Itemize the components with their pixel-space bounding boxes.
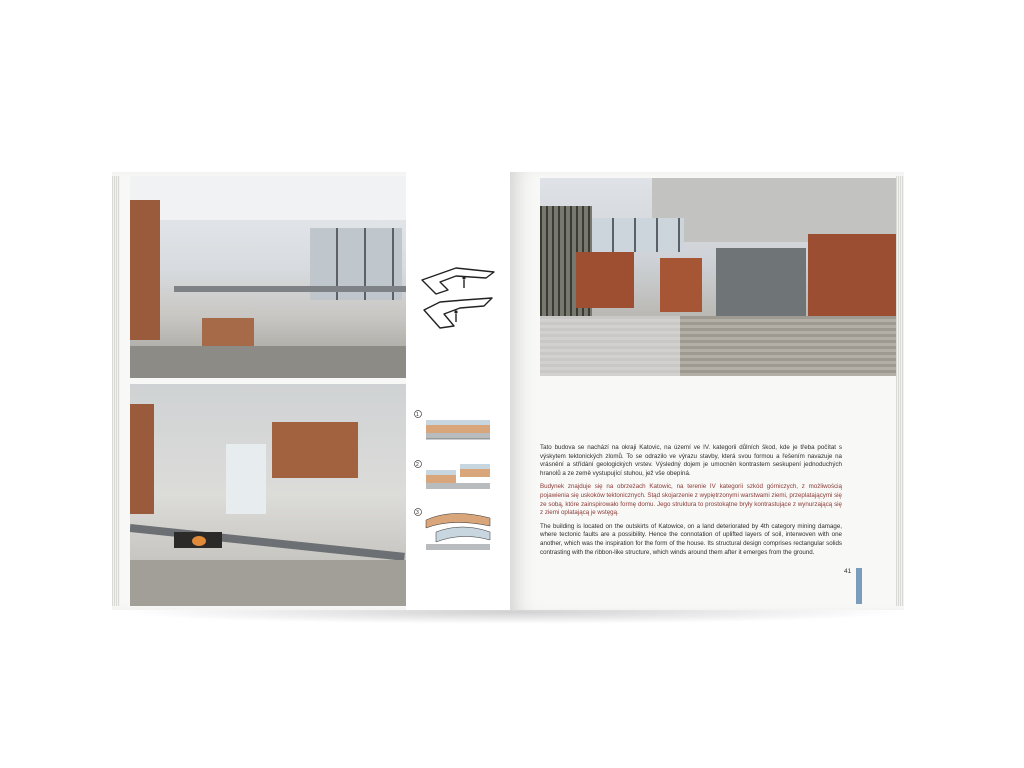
diagram-strip — [406, 172, 510, 610]
diagram-label-1: 1 — [416, 412, 419, 418]
wood-wall — [130, 200, 160, 340]
fire-flame — [192, 536, 206, 546]
wood-panel — [272, 422, 358, 478]
corten-volume — [576, 252, 634, 308]
paragraph-english: The building is located on the outskirts of Katowice, on a land deteriorated by 4th category mining damage, where tectonic faults are a possibility. Hence the connotation of uplifted layers of soil, interwoven with one another, which was the inspiration for the form of the house. Its structural design comprises rectangular solids contrasting with the ribbon-like structure, which winds around them after it emerges from the ground. — [540, 522, 842, 556]
description-text — [540, 444, 842, 562]
snow-patch — [540, 316, 680, 376]
paragraph-czech: Tato budova se nachází na okraji Katovic, na území ve IV. kategorii důlních škod, kde je třeba počítat s výskytem tektonických zlomů. To se odrazilo ve výrazu stavby, která svou formou a řešením navazuje na vrásnění a střídání geologických vrstev. Výsledný dojem je umocněn kontrastem seskupení jednoduchých hranolů a ze země vystupující stuhou, jež vše obepíná. — [540, 444, 842, 477]
interior-lower-photo — [130, 384, 406, 606]
ceiling-slab — [130, 176, 406, 220]
exterior-photo — [540, 178, 896, 376]
large-window — [716, 248, 806, 326]
left-page-edge — [112, 176, 120, 606]
soil-layers-diagram — [412, 408, 506, 576]
diagram-label-2: 2 — [416, 462, 419, 468]
page-number: 41 — [844, 568, 852, 575]
wood-wall — [130, 404, 154, 514]
gallery-railing — [174, 286, 406, 292]
paragraph-polish: Budynek znajduje się na obrzeżach Katowic, na terenie IV kategorii szkód górniczych, z możliwością pojawienia się uskoków tektonicznych. Stąd skojarzenie z wypiętrzonymi warstwami ziemi, przeplatającymi się ze sobą, które zainspirowało formę domu. Jego struktura to prostokątne bryły kontrastujące z wynurzającą się z ziemi oplatającą je wstęgą. — [540, 483, 842, 517]
right-page-edge — [896, 176, 904, 606]
left-page — [112, 172, 510, 610]
concrete-floor — [130, 560, 406, 606]
upper-glazing — [592, 218, 684, 252]
interior-upper-photo — [130, 176, 406, 378]
page-accent-bar — [856, 568, 862, 604]
right-page — [510, 172, 904, 610]
ribbon-beam — [130, 524, 405, 561]
ribbon-axonometric-diagram — [416, 258, 500, 342]
diagram-label-3: 3 — [416, 510, 419, 516]
open-book — [112, 172, 904, 610]
window — [226, 444, 266, 514]
concrete-floor — [130, 346, 406, 378]
corten-door — [660, 258, 702, 312]
concrete-roof — [652, 178, 896, 242]
